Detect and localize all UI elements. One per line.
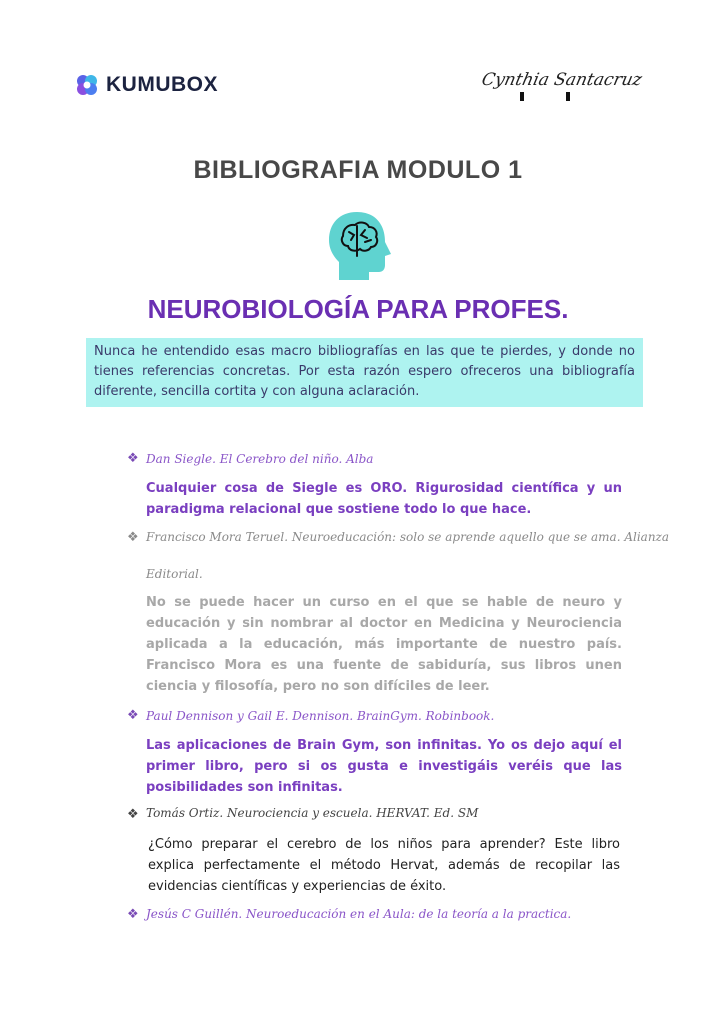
signature [474,66,644,104]
intro-note: Nunca he entendido esas macro bibliografías en las que te pierdes, y donde no tienes referencias concretas. Por esta razón espero ofreceros una bibliografía diferente, sencilla cortita y con alguna aclaración. [86,338,643,407]
reference-entry-continued: Editorial. [146,567,203,581]
reference-comment: Las aplicaciones de Brain Gym, son infinitas. Yo os dejo aquí el primer libro, pero si os gusta e investigáis veréis que las posibilidades son infinitas. [146,738,622,795]
reference-comment: No se puede hacer un curso en el que se hable de neuro y educación y sin nombrar al doctor en Medicina y Neurociencia aplicada a la educación, más importante de nuestro país. Francisco Mora es una fuente de sabiduría, sus libros unen ciencia y filosofía, pero no son difíciles de leer. [146,595,622,694]
bullet-icon: ❖ [127,450,139,465]
bullet-icon: ❖ [127,906,139,921]
brand-name: KUMUBOX [106,73,218,96]
reference-comment: Cualquier cosa de Siegle es ORO. Rigurosidad científica y un paradigma relacional que sostiene todo lo que hace. [146,481,622,517]
brain-head-icon [327,210,393,282]
reference-entry: Jesús C Guillén. Neuroeducación en el Aula: de la teoría a la practica. [146,907,572,921]
bullet-icon: ❖ [127,529,139,544]
reference-entry: Dan Siegle. El Cerebro del niño. Alba [146,452,374,466]
page-title: BIBLIOGRAFIA MODULO 1 [193,156,523,184]
signature-mark [520,92,524,101]
reference-entry: Paul Dennison y Gail E. Dennison. BrainGym. Robinbook. [146,709,495,723]
bullet-icon: ❖ [127,806,139,821]
signature-text: Cynthia Santacruz [479,70,644,90]
reference-entry: Francisco Mora Teruel. Neuroeducación: solo se aprende aquello que se ama. Alianza [146,530,670,544]
reference-entry: Tomás Ortiz. Neurociencia y escuela. HERVAT. Ed. SM [146,806,479,820]
brand-logo [68,66,228,104]
bullet-icon: ❖ [127,707,139,722]
reference-comment: ¿Cómo preparar el cerebro de los niños para aprender? Este libro explica perfectamente el método Hervat, además de recopilar las evidencias científicas y experiencias de éxito. [146,832,622,899]
page-subtitle: NEUROBIOLOGÍA PARA PROFES. [147,294,569,324]
signature-mark [566,92,570,101]
kumubox-logo-icon [74,72,100,98]
